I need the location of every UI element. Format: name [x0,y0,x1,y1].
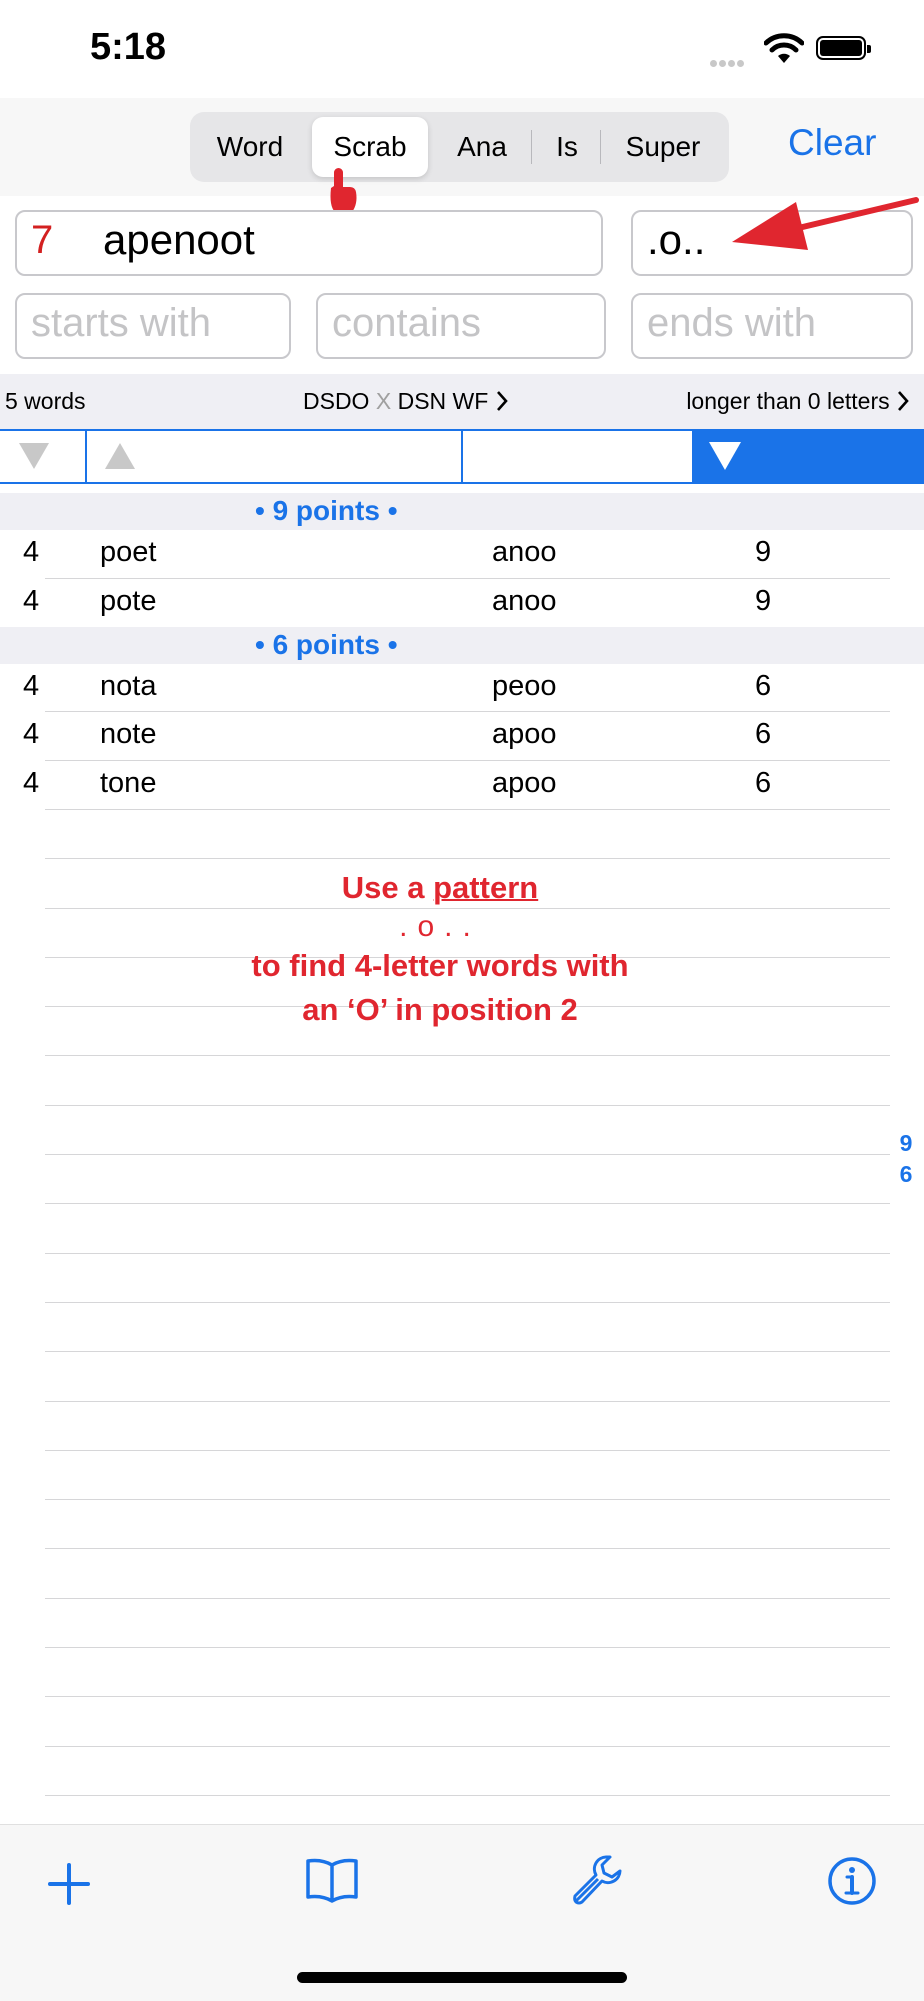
section-index-item[interactable]: 9 [899,1130,913,1156]
segment-divider [531,130,532,164]
word-length: 4 [23,767,40,799]
sort-ascending-icon [105,443,135,469]
length-filter[interactable] [686,388,910,415]
ends-with-placeholder: ends with [647,301,816,345]
word-points: 6 [755,718,772,750]
info-icon[interactable] [826,1855,878,1907]
status-time: 5:18 [90,26,167,68]
letters-field[interactable] [15,210,603,276]
segment-ana[interactable]: Ana [457,131,507,162]
row-divider [45,1105,890,1106]
section-header: • 6 points • [0,627,924,664]
row-divider [45,1154,890,1155]
word: note [100,718,157,750]
starts-with-placeholder: starts with [31,301,212,345]
pattern-value: .o.. [647,216,706,263]
word-points: 9 [755,536,772,568]
segment-super[interactable]: Super [625,131,701,162]
pointing-hand-icon [326,168,360,216]
annotation-line-3: to find 4-letter words with [251,948,629,983]
word-points: 9 [755,585,772,617]
sort-word-column[interactable] [87,431,462,482]
section-index-item[interactable]: 6 [899,1161,913,1187]
annotation-pattern: .o.. [399,910,481,943]
row-divider [45,1647,890,1648]
row-divider [45,1055,890,1056]
table-row[interactable] [0,664,924,712]
sort-descending-icon [709,442,741,470]
mode-segmented-control [190,112,729,182]
word-points: 6 [755,670,772,702]
word-length: 4 [23,670,40,702]
length-filter-label: longer than 0 letters [686,388,890,414]
annotation-arrow-icon [728,196,920,260]
row-divider [45,1499,890,1500]
dictionary-b: DSN WF [397,388,489,414]
remaining-letters: anoo [492,585,557,617]
word-points: 6 [755,767,772,799]
word: pote [100,585,157,617]
row-divider [45,1795,890,1796]
wifi-icon [764,33,804,65]
annotation-link-word: pattern [433,870,539,905]
row-divider [45,1253,890,1254]
wrench-icon[interactable] [570,1853,624,1907]
cellular-signal-icon [710,54,746,72]
row-divider [45,1450,890,1451]
word: nota [100,670,157,702]
word: tone [100,767,157,799]
remaining-letters: peoo [492,670,557,702]
dictionary-separator: X [375,388,392,414]
remaining-letters: anoo [492,536,557,568]
table-row[interactable] [0,712,924,760]
chevron-right-icon [495,390,509,412]
word-length: 4 [23,585,40,617]
segment-is[interactable]: Is [556,131,578,162]
row-divider [45,1203,890,1204]
plus-icon[interactable] [46,1861,92,1907]
letter-count: 7 [31,218,54,262]
segment-word[interactable]: Word [216,131,284,162]
ends-with-field[interactable] [631,293,913,359]
row-divider [45,1696,890,1697]
chevron-right-icon [896,390,910,412]
sort-remaining-column[interactable] [463,431,692,482]
row-divider [45,1548,890,1549]
row-divider [45,1598,890,1599]
row-divider [45,1351,890,1352]
letters-value: apenoot [103,216,255,263]
pattern-annotation [200,866,680,1032]
dictionary-a: DSDO [303,388,370,414]
sort-descending-icon [19,443,49,469]
section-index[interactable] [894,1128,918,1190]
remaining-letters: apoo [492,718,557,750]
section-header: • 9 points • [0,493,924,530]
row-divider [45,858,890,859]
table-row[interactable] [0,761,924,809]
status-bar [0,0,924,98]
table-row[interactable] [0,579,924,627]
dictionary-selector[interactable] [303,388,509,415]
annotation-line-4: an ‘O’ in position 2 [302,992,578,1027]
book-icon[interactable] [304,1855,360,1905]
segment-scrab[interactable]: Scrab [312,117,428,177]
clear-button[interactable]: Clear [788,122,877,163]
remaining-letters: apoo [492,767,557,799]
contains-field[interactable] [316,293,606,359]
sort-length-column[interactable] [0,431,86,482]
row-divider [45,1746,890,1747]
battery-icon [816,36,866,60]
row-divider [45,809,890,810]
row-divider [45,1302,890,1303]
top-toolbar [0,98,924,196]
sort-points-column[interactable] [692,431,924,482]
annotation-line-1: Use a pattern [341,870,539,905]
home-indicator [297,1972,627,1983]
contains-placeholder: contains [332,301,481,345]
row-divider [45,1401,890,1402]
column-sort-header [0,429,924,484]
info-bar [0,374,924,430]
word-count: 5 words [5,388,86,414]
word-length: 4 [23,536,40,568]
starts-with-field[interactable] [15,293,291,359]
word-length: 4 [23,718,40,750]
table-row[interactable] [0,530,924,578]
word: poet [100,536,157,568]
